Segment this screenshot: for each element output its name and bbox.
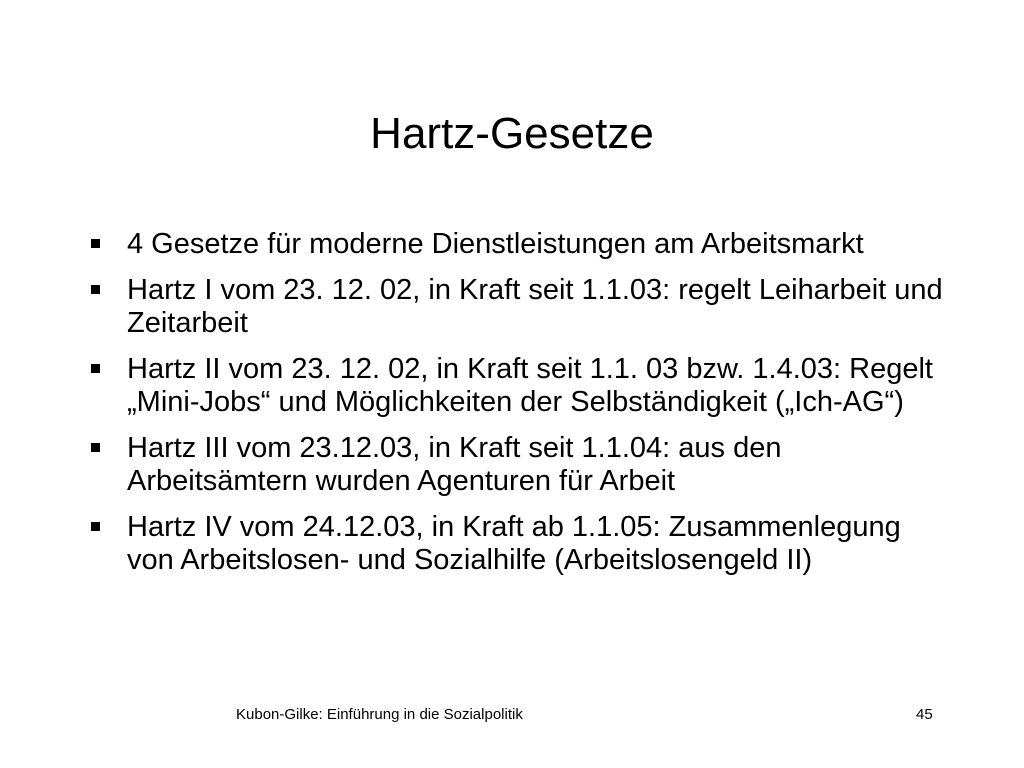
square-bullet-icon: [91, 285, 100, 294]
bullet-item: [90, 432, 950, 498]
bullet-item: [90, 353, 950, 419]
square-bullet-icon: [91, 522, 100, 531]
square-bullet-icon: [91, 364, 100, 373]
footer-text: Kubon-Gilke: Einführung in die Sozialpolitik: [236, 706, 523, 723]
bullet-item: [90, 511, 950, 577]
bullet-text: 4 Gesetze für moderne Dienstleistungen am Arbeitsmarkt: [127, 228, 864, 260]
bullet-text: Hartz IV vom 24.12.03, in Kraft ab 1.1.05: Zusammenlegung von Arbeitslosen- und Sozialhilfe (Arbeitslosengeld II): [127, 511, 901, 576]
bullet-item: [90, 274, 950, 340]
bullet-text: Hartz II vom 23. 12. 02, in Kraft seit 1.1. 03 bzw. 1.4.03: Regelt „Mini-Jobs“ und Möglichkeiten der Selbständigkeit („Ich-AG“): [127, 353, 933, 418]
bullet-item: [90, 228, 950, 261]
page-number: 45: [916, 706, 933, 723]
bullet-list: [90, 228, 950, 590]
bullet-text: Hartz I vom 23. 12. 02, in Kraft seit 1.1.03: regelt Leiharbeit und Zeitarbeit: [127, 274, 943, 339]
square-bullet-icon: [91, 239, 100, 248]
bullet-text: Hartz III vom 23.12.03, in Kraft seit 1.1.04: aus den Arbeitsämtern wurden Agenturen für Arbeit: [127, 432, 782, 497]
square-bullet-icon: [91, 443, 100, 452]
slide-title: Hartz-Gesetze: [370, 109, 654, 158]
